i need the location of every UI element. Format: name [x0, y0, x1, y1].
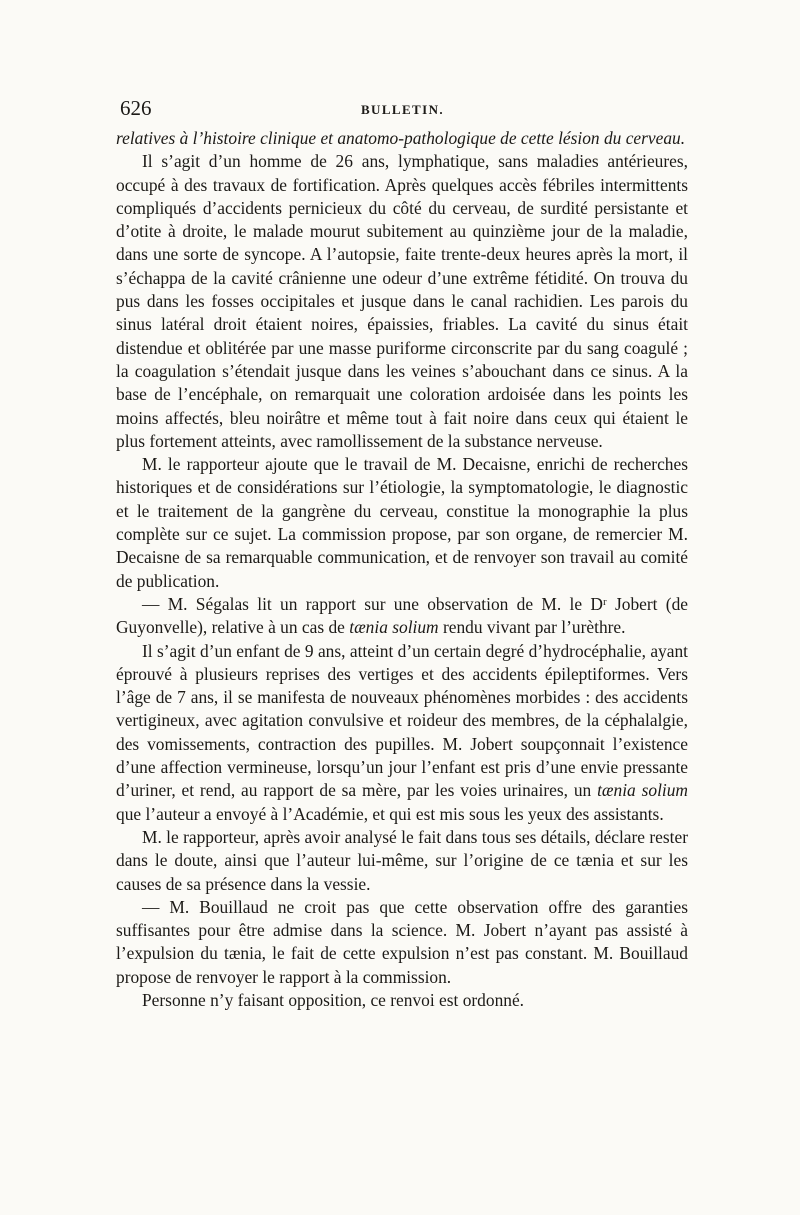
paragraph-text: Il s’agit d’un homme de 26 ans, lymphatique, sans maladies antérieures, occupé à des travaux de fortification. Après quelques accès fébriles intermittents compliqués d’accidents pernicieux du côté du cerveau, de surdité persistante et d’otite à droite, le malade mourut subitement au quinzième jour de la maladie, dans une sorte de syncope. A l’autopsie, faite trente-deux heures après la mort, il s’échappa de la cavité crânienne une odeur d’une extrême fétidité. On trouva du pus dans les fosses occipitales et jusque dans le canal rachidien. Les parois du sinus latéral droit étaient noires, épaissies, friables. La cavité du sinus était distendue et oblitérée par une masse puriforme circonscrite par du sang coagulé ; la coagulation s’étendait jusque dans les veines s’abouchant dans ce sinus. A la base de l’encéphale, on remarquait une coloration ardoisée dans les points les moins affectés, bleu noirâtre et même tout à fait noire dans ceux qui étaient le plus fortement atteints, avec ramollissement de la substance nerveuse.	[116, 151, 688, 451]
paragraph-text: M. le rapporteur, après avoir analysé le fait dans tous ses détails, déclare rester dans le doute, ainsi que l’auteur lui-même, sur l’origine de ce tænia et sur les causes de sa présence dans la vessie.	[116, 826, 688, 894]
paragraph-6	[116, 826, 688, 896]
paragraph-2	[116, 150, 688, 453]
paragraph-text: rendu vivant par l’urèthre.	[438, 617, 626, 638]
italic-text: relatives à l’histoire clinique et anatomo-pathologique de cette lésion du cerveau.	[116, 128, 686, 148]
paragraph-5	[116, 640, 688, 826]
italic-text: tænia solium	[349, 617, 439, 638]
paragraph-4	[116, 593, 688, 640]
paragraph-8	[116, 989, 688, 1012]
page-body	[116, 127, 688, 1012]
paragraph-text: — M. Ségalas lit un rapport sur une observation de M. le Dʳ Jobert (de Guyonvelle), relative à un cas de	[116, 593, 688, 638]
paragraph-text: Personne n’y faisant opposition, ce renvoi est ordonné.	[142, 989, 525, 1010]
paragraph-text: — M. Bouillaud ne croit pas que cette observation offre des garanties suffisantes pour être admise dans la science. M. Jobert n’ayant pas assisté à l’expulsion du tænia, le fait de cette expulsion n’est pas constant. M. Bouillaud propose de renvoyer le rapport à la commission.	[116, 896, 688, 987]
paragraph-1	[116, 127, 688, 150]
page-number: 626	[120, 96, 152, 120]
paragraph-7	[116, 896, 688, 989]
paragraph-text: Il s’agit d’un enfant de 9 ans, atteint d’un certain degré d’hydrocéphalie, ayant éprouvé à plusieurs reprises des vertiges et des accidents épileptiformes. Vers l’âge de 7 ans, il se manifesta de nouveaux phénomènes morbides : des accidents vertigineux, avec agitation convulsive et roideur des membres, de la céphalalgie, des vomissements, contraction des pupilles. M. Jobert soupçonnait l’existence d’une affection vermineuse, lorsqu’un jour l’enfant est pris d’une envie pressante d’uriner, et rend, au rapport de sa mère, par les voies urinaires, un	[116, 640, 688, 801]
paragraph-3	[116, 453, 688, 593]
italic-text: tænia solium	[597, 780, 688, 801]
page-header	[120, 96, 685, 126]
paragraph-text: que l’auteur a envoyé à l’Académie, et qui est mis sous les yeux des assistants.	[116, 803, 664, 824]
paragraph-text: M. le rapporteur ajoute que le travail de M. Decaisne, enrichi de recherches historiques et de considérations sur l’étiologie, la symptomatologie, le diagnostic et le traitement de la gangrène du cerveau, constitue la monographie la plus complète sur ce sujet. La commission propose, par son organe, de remercier M. Decaisne de sa remarquable communication, et de renvoyer son travail au comité de publication.	[116, 454, 688, 591]
running-title: BULLETIN.	[360, 102, 445, 117]
